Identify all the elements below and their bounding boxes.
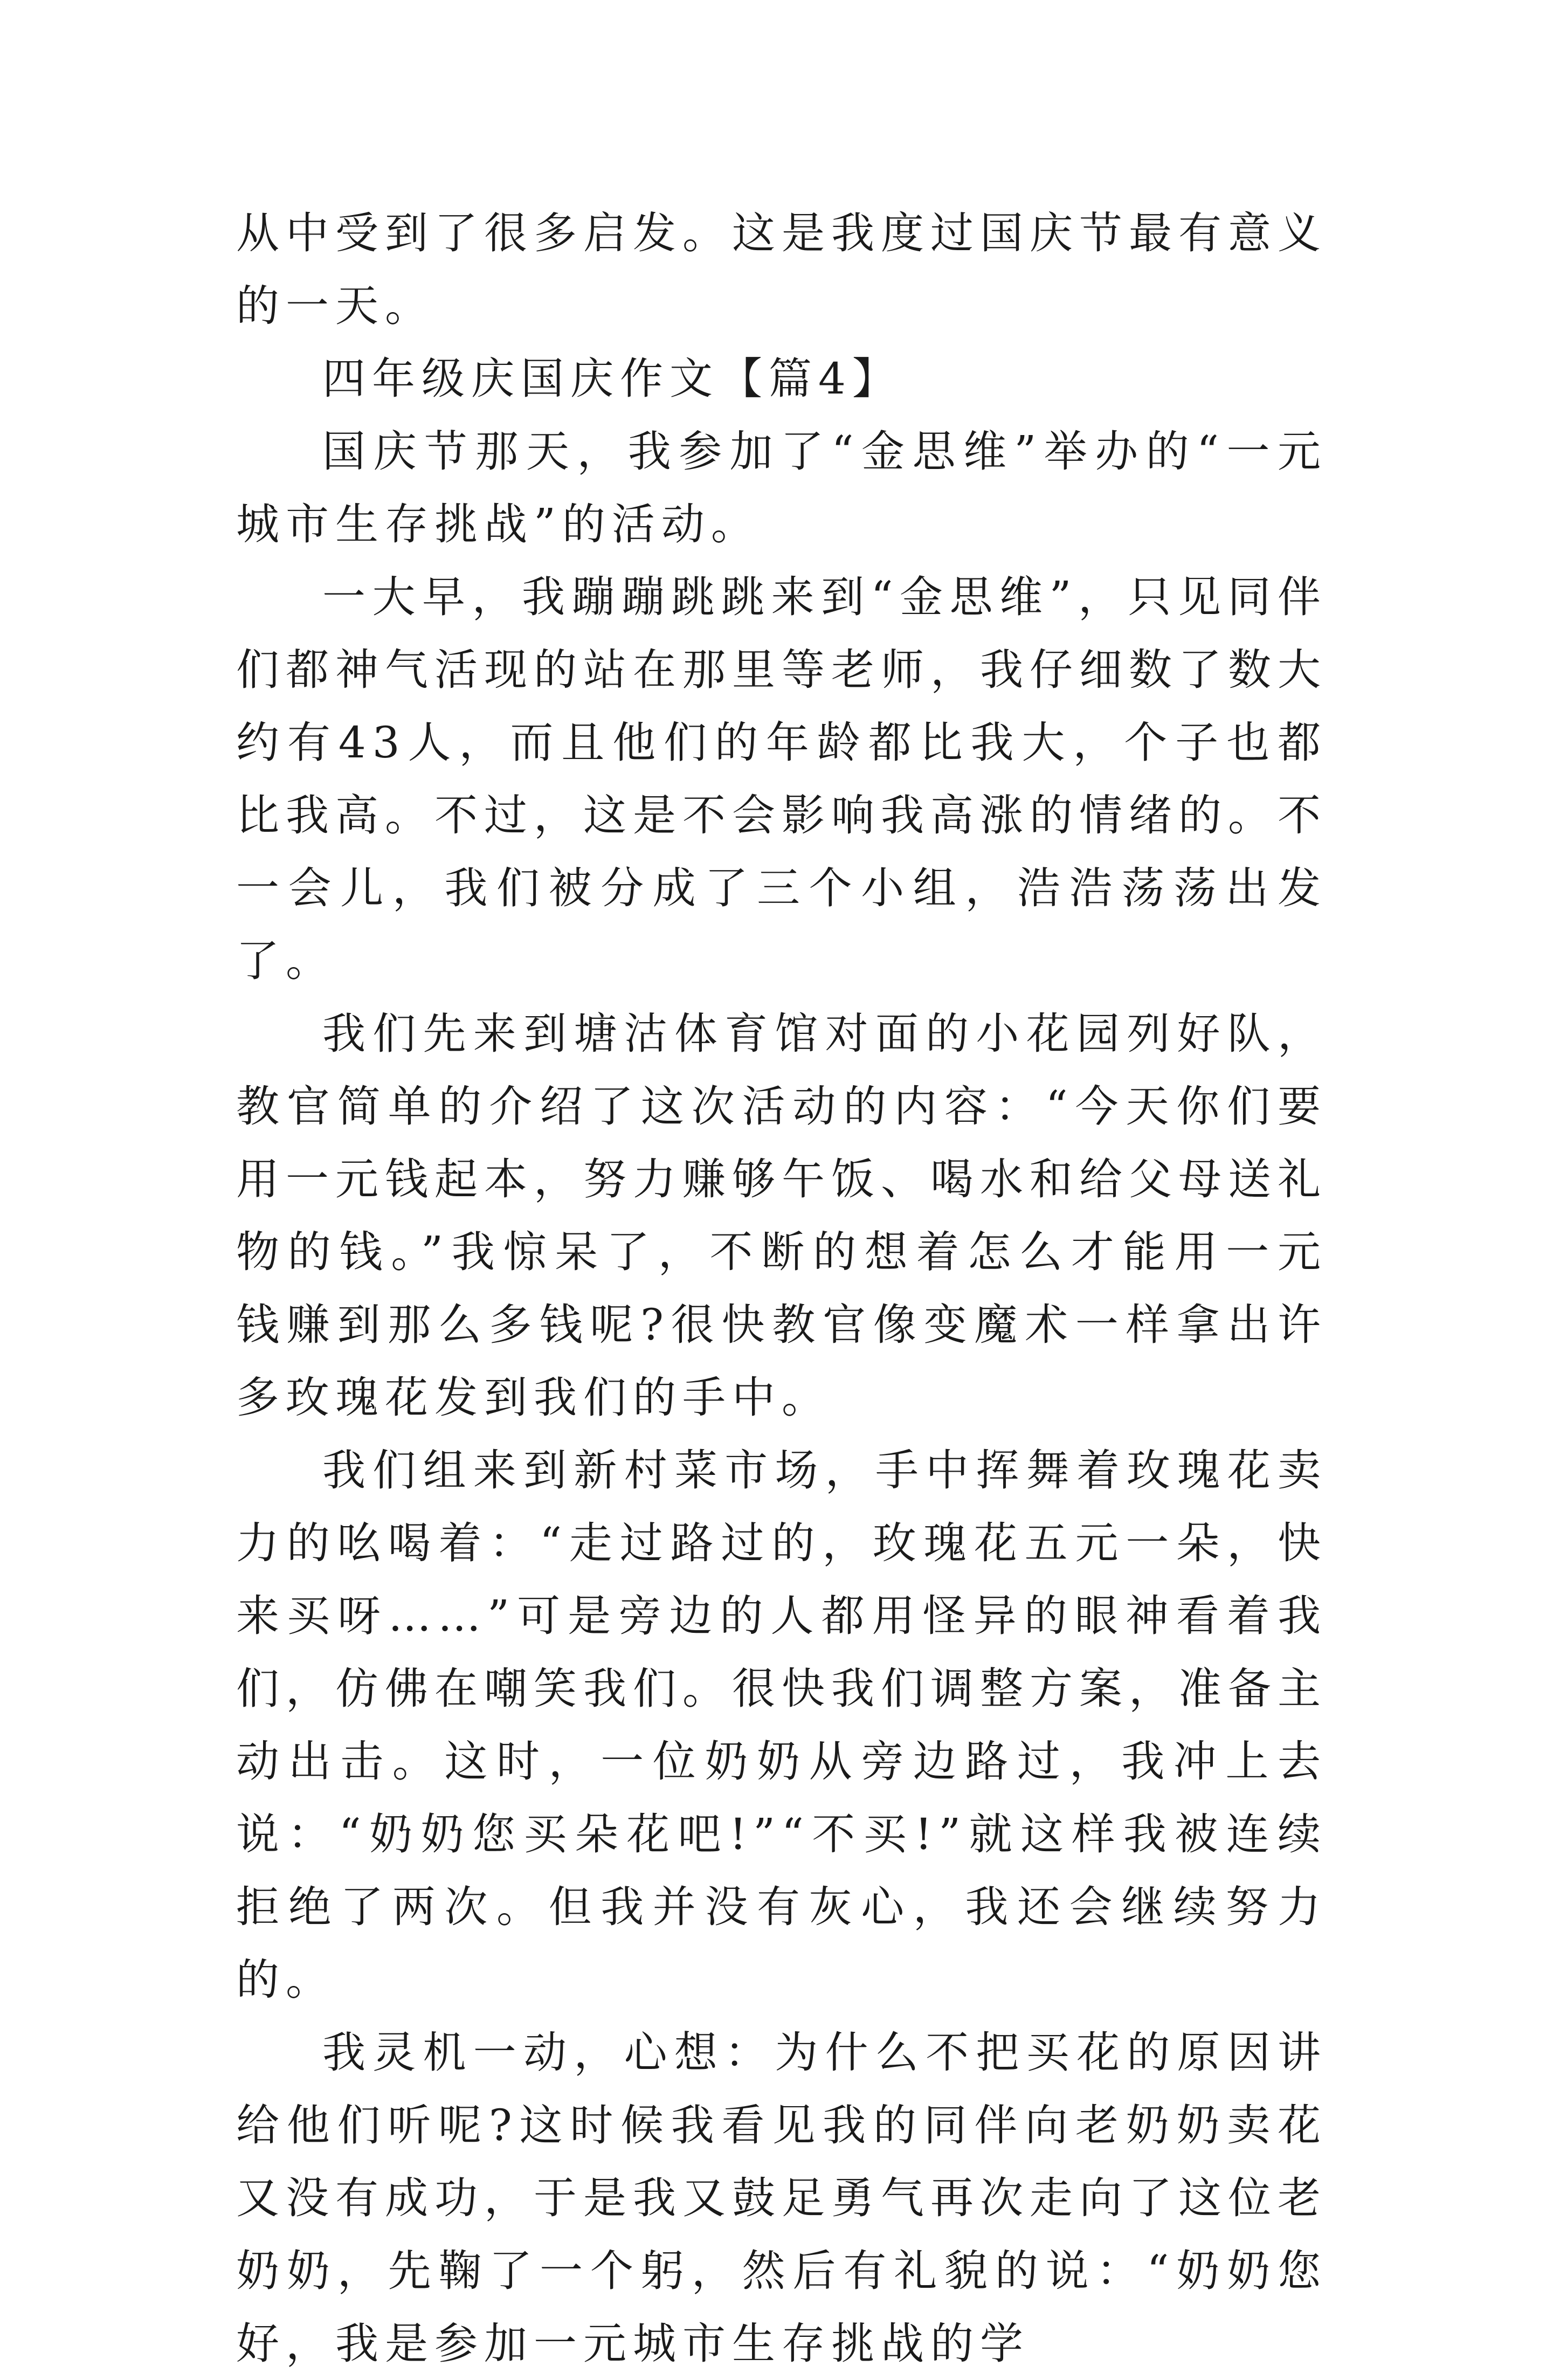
paragraph: 我灵机一动，心想：为什么不把买花的原因讲给他们听呢?这时候我看见我的同伴向老奶奶卖花又没有成功，于是我又鼓足勇气再次走向了这位老奶奶，先鞠了一个躬，然后有礼貌的说：“奶奶您好，我是参加一元城市生存挑战的学 — [236, 2027, 1327, 2369]
paragraph: 一大早，我蹦蹦跳跳来到“金思维”，只见同伴们都神气活现的站在那里等老师，我仔细数了数大约有43人，而且他们的年龄都比我大，个子也都比我高。不过，这是不会影响我高涨的情绪的。不一会儿，我们被分成了三个小组，浩浩荡荡出发了。 — [236, 572, 1327, 986]
paragraph: 我们先来到塘沽体育馆对面的小花园列好队，教官简单的介绍了这次活动的内容：“今天你们要用一元钱起本，努力赚够午饭、喝水和给父母送礼物的钱。”我惊呆了，不断的想着怎么才能用一元钱赚到那么多钱呢?很快教官像变魔术一样拿出许多玫瑰花发到我们的手中。 — [236, 1009, 1327, 1423]
paragraph: 我们组来到新村菜市场，手中挥舞着玫瑰花卖力的吆喝着：“走过路过的，玫瑰花五元一朵，快来买呀……”可是旁边的人都用怪异的眼神看着我们，仿佛在嘲笑我们。很快我们调整方案，准备主动出击。这时，一位奶奶从旁边路过，我冲上去说：“奶奶您买朵花吧!”“不买!”就这样我被连续拒绝了两次。但我并没有灰心，我还会继续努力的。 — [236, 1445, 1327, 2005]
paragraph: 国庆节那天，我参加了“金思维”举办的“一元城市生存挑战”的活动。 — [236, 426, 1327, 549]
document-body — [236, 197, 1327, 2380]
paragraph-continuation: 从中受到了很多启发。这是我度过国庆节最有意义的一天。 — [236, 208, 1327, 331]
section-heading: 四年级庆国庆作文【篇4】 — [322, 354, 902, 404]
